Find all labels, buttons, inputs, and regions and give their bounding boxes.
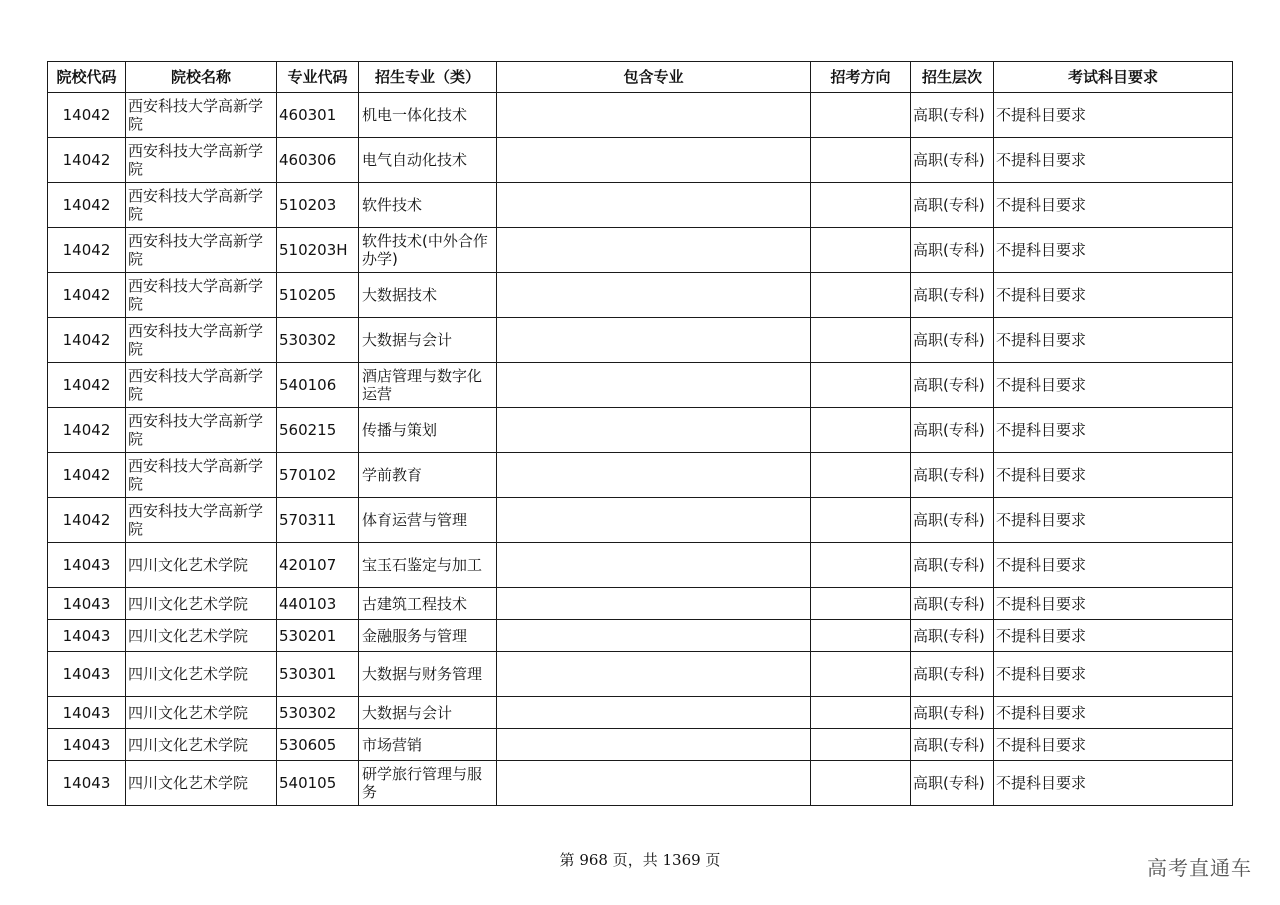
- cell-included: [497, 363, 811, 408]
- table-row: [48, 697, 1233, 729]
- cell-requirement: 不提科目要求: [994, 543, 1233, 588]
- table-row: [48, 273, 1233, 318]
- cell-school-code: 14042: [48, 498, 126, 543]
- cell-school-name: 西安科技大学高新学院: [126, 228, 277, 273]
- table-row: [48, 761, 1233, 806]
- cell-level: 高职(专科): [911, 729, 994, 761]
- header-school-name: 院校名称: [126, 62, 277, 93]
- cell-major: 大数据与财务管理: [359, 652, 497, 697]
- header-direction: 招考方向: [811, 62, 911, 93]
- cell-school-name: 四川文化艺术学院: [126, 588, 277, 620]
- cell-school-code: 14042: [48, 408, 126, 453]
- cell-school-name: 西安科技大学高新学院: [126, 408, 277, 453]
- cell-level: 高职(专科): [911, 620, 994, 652]
- watermark-text: 高考直通车: [1147, 856, 1252, 880]
- cell-requirement: 不提科目要求: [994, 498, 1233, 543]
- cell-direction: [811, 588, 911, 620]
- cell-school-name: 西安科技大学高新学院: [126, 453, 277, 498]
- cell-major-code: 530605: [277, 729, 359, 761]
- cell-major: 体育运营与管理: [359, 498, 497, 543]
- cell-level: 高职(专科): [911, 498, 994, 543]
- table-row: [48, 453, 1233, 498]
- cell-school-name: 西安科技大学高新学院: [126, 363, 277, 408]
- table-row: [48, 408, 1233, 453]
- cell-major-code: 460301: [277, 93, 359, 138]
- cell-major-code: 570311: [277, 498, 359, 543]
- cell-level: 高职(专科): [911, 453, 994, 498]
- cell-level: 高职(专科): [911, 273, 994, 318]
- cell-school-code: 14043: [48, 543, 126, 588]
- cell-level: 高职(专科): [911, 93, 994, 138]
- cell-school-name: 西安科技大学高新学院: [126, 93, 277, 138]
- table-row: [48, 498, 1233, 543]
- cell-school-name: 四川文化艺术学院: [126, 620, 277, 652]
- header-included: 包含专业: [497, 62, 811, 93]
- cell-major: 软件技术(中外合作办学): [359, 228, 497, 273]
- cell-included: [497, 588, 811, 620]
- cell-major-code: 510203H: [277, 228, 359, 273]
- cell-level: 高职(专科): [911, 761, 994, 806]
- table-row: [48, 93, 1233, 138]
- cell-included: [497, 93, 811, 138]
- cell-school-name: 四川文化艺术学院: [126, 652, 277, 697]
- cell-requirement: 不提科目要求: [994, 620, 1233, 652]
- cell-level: 高职(专科): [911, 652, 994, 697]
- cell-requirement: 不提科目要求: [994, 729, 1233, 761]
- cell-major: 电气自动化技术: [359, 138, 497, 183]
- cell-included: [497, 543, 811, 588]
- cell-major-code: 530302: [277, 318, 359, 363]
- cell-included: [497, 138, 811, 183]
- cell-direction: [811, 697, 911, 729]
- cell-school-code: 14043: [48, 697, 126, 729]
- cell-major: 研学旅行管理与服务: [359, 761, 497, 806]
- table-row: [48, 620, 1233, 652]
- cell-school-code: 14043: [48, 652, 126, 697]
- table-row: [48, 543, 1233, 588]
- cell-school-code: 14042: [48, 93, 126, 138]
- cell-level: 高职(专科): [911, 183, 994, 228]
- cell-direction: [811, 761, 911, 806]
- cell-direction: [811, 93, 911, 138]
- cell-included: [497, 652, 811, 697]
- cell-major-code: 530201: [277, 620, 359, 652]
- table-row: [48, 588, 1233, 620]
- cell-requirement: 不提科目要求: [994, 363, 1233, 408]
- cell-level: 高职(专科): [911, 318, 994, 363]
- cell-school-code: 14042: [48, 453, 126, 498]
- cell-direction: [811, 363, 911, 408]
- cell-requirement: 不提科目要求: [994, 183, 1233, 228]
- cell-school-name: 西安科技大学高新学院: [126, 498, 277, 543]
- cell-requirement: 不提科目要求: [994, 93, 1233, 138]
- cell-school-name: 四川文化艺术学院: [126, 729, 277, 761]
- cell-level: 高职(专科): [911, 697, 994, 729]
- cell-requirement: 不提科目要求: [994, 228, 1233, 273]
- cell-school-name: 四川文化艺术学院: [126, 543, 277, 588]
- cell-major: 机电一体化技术: [359, 93, 497, 138]
- table-row: [48, 652, 1233, 697]
- cell-major: 软件技术: [359, 183, 497, 228]
- cell-major-code: 440103: [277, 588, 359, 620]
- header-major: 招生专业（类）: [359, 62, 497, 93]
- page-number-footer: 第 968 页，共 1369 页: [559, 851, 721, 869]
- table-row: [48, 138, 1233, 183]
- cell-level: 高职(专科): [911, 363, 994, 408]
- cell-major: 学前教育: [359, 453, 497, 498]
- cell-requirement: 不提科目要求: [994, 761, 1233, 806]
- cell-major-code: 570102: [277, 453, 359, 498]
- table-row: [48, 729, 1233, 761]
- cell-school-code: 14042: [48, 363, 126, 408]
- cell-included: [497, 408, 811, 453]
- cell-major-code: 530302: [277, 697, 359, 729]
- table-row: [48, 228, 1233, 273]
- cell-direction: [811, 620, 911, 652]
- header-school-code: 院校代码: [48, 62, 126, 93]
- header-requirement: 考试科目要求: [994, 62, 1233, 93]
- table-row: [48, 363, 1233, 408]
- cell-direction: [811, 498, 911, 543]
- cell-requirement: 不提科目要求: [994, 588, 1233, 620]
- cell-included: [497, 318, 811, 363]
- cell-school-code: 14043: [48, 620, 126, 652]
- cell-included: [497, 498, 811, 543]
- cell-included: [497, 761, 811, 806]
- cell-level: 高职(专科): [911, 543, 994, 588]
- cell-school-code: 14043: [48, 729, 126, 761]
- cell-major: 大数据与会计: [359, 318, 497, 363]
- cell-school-code: 14043: [48, 761, 126, 806]
- cell-major: 传播与策划: [359, 408, 497, 453]
- header-level: 招生层次: [911, 62, 994, 93]
- cell-major-code: 510205: [277, 273, 359, 318]
- cell-included: [497, 620, 811, 652]
- cell-requirement: 不提科目要求: [994, 273, 1233, 318]
- table-header-row: [48, 62, 1233, 93]
- cell-school-name: 西安科技大学高新学院: [126, 183, 277, 228]
- cell-included: [497, 273, 811, 318]
- cell-school-name: 四川文化艺术学院: [126, 697, 277, 729]
- cell-major-code: 540105: [277, 761, 359, 806]
- cell-major: 大数据技术: [359, 273, 497, 318]
- cell-direction: [811, 729, 911, 761]
- cell-major-code: 460306: [277, 138, 359, 183]
- cell-included: [497, 453, 811, 498]
- cell-school-code: 14042: [48, 273, 126, 318]
- cell-school-code: 14042: [48, 138, 126, 183]
- cell-school-code: 14042: [48, 228, 126, 273]
- cell-major-code: 530301: [277, 652, 359, 697]
- cell-major: 宝玉石鉴定与加工: [359, 543, 497, 588]
- cell-school-name: 西安科技大学高新学院: [126, 138, 277, 183]
- cell-level: 高职(专科): [911, 228, 994, 273]
- cell-direction: [811, 183, 911, 228]
- admission-major-table: [47, 61, 1233, 806]
- table-row: [48, 183, 1233, 228]
- cell-school-code: 14042: [48, 183, 126, 228]
- cell-direction: [811, 273, 911, 318]
- cell-major: 酒店管理与数字化运营: [359, 363, 497, 408]
- cell-direction: [811, 652, 911, 697]
- cell-major-code: 540106: [277, 363, 359, 408]
- cell-included: [497, 183, 811, 228]
- cell-requirement: 不提科目要求: [994, 318, 1233, 363]
- cell-requirement: 不提科目要求: [994, 652, 1233, 697]
- cell-requirement: 不提科目要求: [994, 408, 1233, 453]
- cell-included: [497, 228, 811, 273]
- cell-school-name: 西安科技大学高新学院: [126, 318, 277, 363]
- cell-direction: [811, 138, 911, 183]
- cell-requirement: 不提科目要求: [994, 138, 1233, 183]
- cell-requirement: 不提科目要求: [994, 697, 1233, 729]
- cell-major: 大数据与会计: [359, 697, 497, 729]
- cell-direction: [811, 543, 911, 588]
- cell-major-code: 420107: [277, 543, 359, 588]
- cell-school-code: 14043: [48, 588, 126, 620]
- cell-level: 高职(专科): [911, 138, 994, 183]
- cell-direction: [811, 228, 911, 273]
- cell-level: 高职(专科): [911, 588, 994, 620]
- cell-requirement: 不提科目要求: [994, 453, 1233, 498]
- cell-direction: [811, 408, 911, 453]
- cell-major: 古建筑工程技术: [359, 588, 497, 620]
- cell-major: 金融服务与管理: [359, 620, 497, 652]
- table-row: [48, 318, 1233, 363]
- cell-direction: [811, 318, 911, 363]
- cell-direction: [811, 453, 911, 498]
- cell-major: 市场营销: [359, 729, 497, 761]
- cell-school-code: 14042: [48, 318, 126, 363]
- cell-major-code: 560215: [277, 408, 359, 453]
- table-body: [48, 93, 1233, 806]
- cell-major-code: 510203: [277, 183, 359, 228]
- cell-school-name: 西安科技大学高新学院: [126, 273, 277, 318]
- cell-included: [497, 729, 811, 761]
- header-major-code: 专业代码: [277, 62, 359, 93]
- cell-included: [497, 697, 811, 729]
- cell-level: 高职(专科): [911, 408, 994, 453]
- cell-school-name: 四川文化艺术学院: [126, 761, 277, 806]
